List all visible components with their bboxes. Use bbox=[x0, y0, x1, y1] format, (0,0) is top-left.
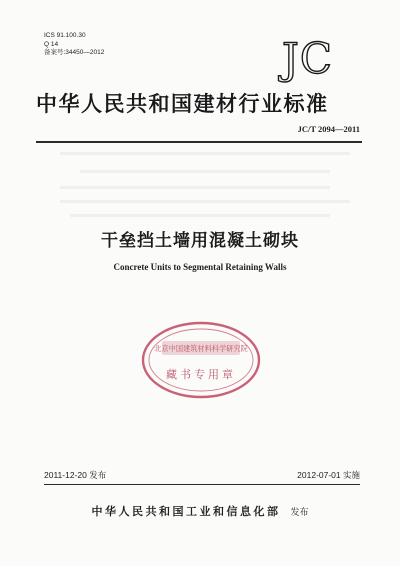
ccs-code: Q 14 bbox=[44, 40, 59, 48]
library-stamp bbox=[140, 320, 262, 400]
record-number: 备案号:34450—2012 bbox=[44, 49, 105, 56]
jc-logo bbox=[282, 34, 333, 83]
classification-block bbox=[44, 32, 104, 58]
standard-number: JC/T 2094—2011 bbox=[297, 124, 360, 134]
stamp-outer-text: 北京中国建筑材料科学研究院 bbox=[154, 344, 248, 353]
bleed-through-line bbox=[60, 152, 350, 155]
issue-date: 2011-12-20 发布 bbox=[44, 470, 107, 480]
publisher-action: 发布 bbox=[290, 508, 309, 518]
publisher-line bbox=[0, 503, 400, 519]
ics-code: ICS 91.100.30 bbox=[44, 32, 86, 39]
jc-logo-text: JC bbox=[282, 34, 333, 83]
title-chinese: 干垒挡土墙用混凝土砌块 bbox=[101, 231, 299, 251]
footer-divider bbox=[44, 484, 360, 485]
header-divider bbox=[36, 141, 362, 143]
bleed-through-line bbox=[70, 214, 330, 217]
bleed-through-line bbox=[60, 200, 350, 203]
issuing-standard-category: 中华人民共和国建材行业标准 bbox=[36, 92, 329, 116]
title-english: Concrete Units to Segmental Retaining Walls bbox=[113, 262, 287, 272]
bleed-through-line bbox=[60, 186, 330, 189]
publisher-name: 中华人民共和国工业和信息化部 bbox=[91, 505, 281, 518]
bleed-through-line bbox=[80, 170, 330, 173]
effective-date: 2012-07-01 实施 bbox=[297, 470, 360, 480]
stamp-inner-text: 藏书专用章 bbox=[166, 368, 236, 381]
